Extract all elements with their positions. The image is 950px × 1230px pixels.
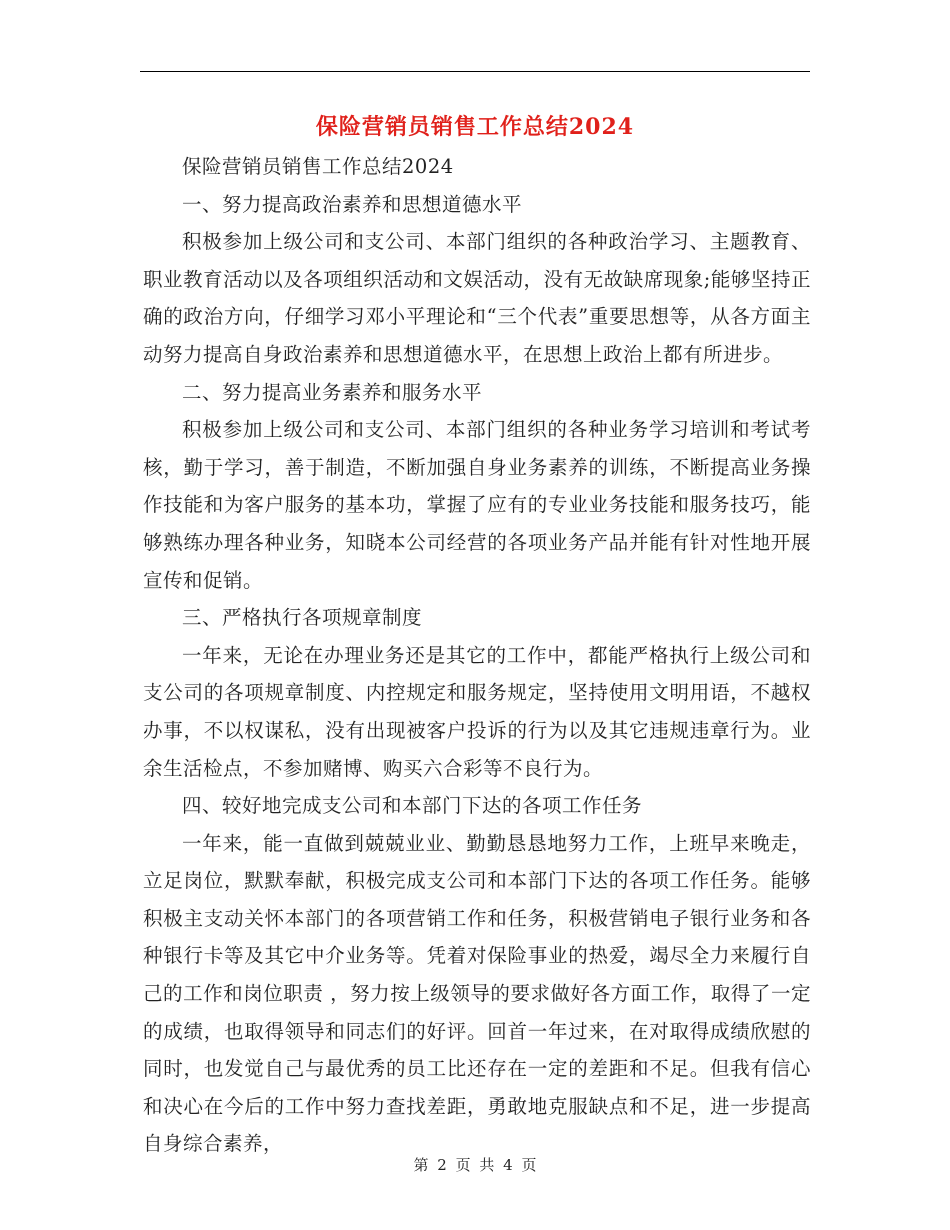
section-heading-1: 一、努力提高政治素养和思想道德水平 <box>182 192 523 216</box>
section-heading-4: 四、较好地完成支公司和本部门下达的各项工作任务 <box>182 794 643 818</box>
subtitle-line: 保险营销员销售工作总结2024 <box>182 155 454 178</box>
header-rule <box>140 71 810 72</box>
body-paragraph-3: 一年来，无论在办理业务还是其它的工作中，都能严格执行上级公司和支公司的各项规章制度、内控规定和服务规定，坚持使用文明用语，不越权办事，不以权谋私，没有出现被客户投诉的行为以及其它违规违章行为。业余生活检点，不参加赌博、购买六合彩等不良行为。 <box>143 643 811 780</box>
page-number: 第 2 页 共 4 页 <box>413 1156 537 1174</box>
section-heading-3: 三、严格执行各项规章制度 <box>182 606 423 630</box>
body-paragraph-1: 积极参加上级公司和支公司、本部门组织的各种政治学习、主题教育、职业教育活动以及各项组织活动和文娱活动，没有无故缺席现象;能够坚持正确的政治方向，仔细学习邓小平理论和“三个代表”重要思想等，从各方面主动努力提高自身政治素养和思想道德水平，在思想上政治上都有所进步。 <box>143 230 811 366</box>
body-paragraph-4: 一年来，能一直做到兢兢业业、勤勤恳恳地努力工作，上班早来晚走，立足岗位，默默奉献，积极完成支公司和本部门下达的各项工作任务。能够积极主支动关怀本部门的各项营销工作和任务，积极营销电子银行业务和各种银行卡等及其它中介业务等。凭着对保险事业的热爱，竭尽全力来履行自己的工作和岗位职责 ，努力按上级领导的要求做好各方面工作，取得了一定的成绩，也取得领导和同志们的好评。回首一年过来，在对取得成绩欣慰的同时，也发觉自己与最优秀的员工比还存在一定的差距和不足。但我有信心和决心在今后的工作中努力查找差距，勇敢地克服缺点和不足，进一步提高自身综合素养， <box>143 831 811 1156</box>
document-title: 保险营销员销售工作总结2024 <box>315 114 635 140</box>
body-paragraph-2: 积极参加上级公司和支公司、本部门组织的各种业务学习培训和考试考核，勤于学习，善于制造，不断加强自身业务素养的训练，不断提高业务操作技能和为客户服务的基本功，掌握了应有的专业业务技能和服务技巧，能够熟练办理各种业务，知晓本公司经营的各项业务产品并能有针对性地开展宣传和促销。 <box>143 418 811 592</box>
section-heading-2: 二、努力提高业务素养和服务水平 <box>182 380 483 404</box>
document-body <box>143 148 811 1163</box>
